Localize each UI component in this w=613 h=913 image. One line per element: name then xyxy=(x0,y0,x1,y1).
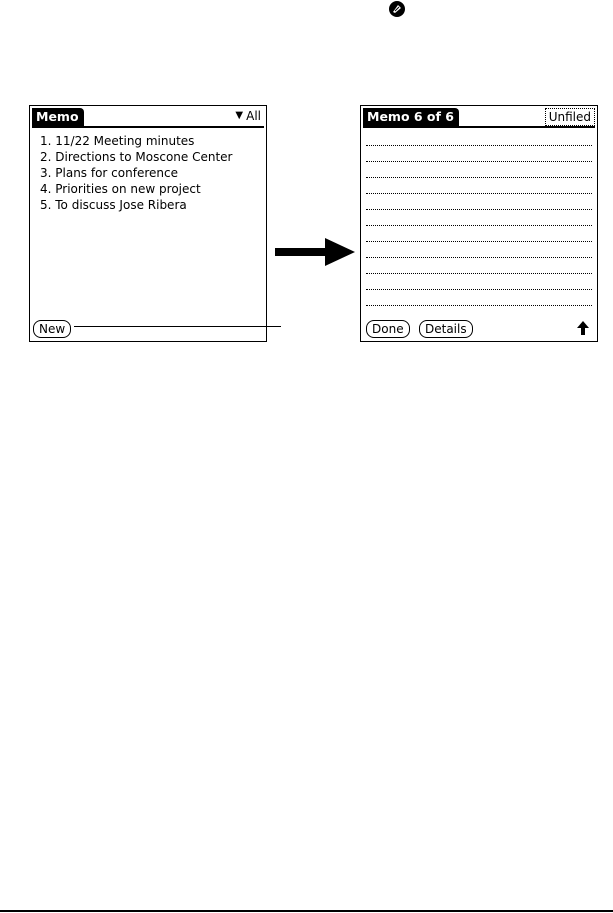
new-button[interactable]: New xyxy=(33,320,71,338)
text-line xyxy=(366,274,592,290)
text-line xyxy=(366,130,592,146)
memo-text-area[interactable] xyxy=(366,130,592,306)
memo-list xyxy=(40,133,232,213)
footer-rule xyxy=(0,910,613,912)
palm-stylus-icon xyxy=(388,0,406,18)
text-line xyxy=(366,290,592,306)
app-title: Memo xyxy=(32,108,84,126)
text-line xyxy=(366,210,592,226)
done-button[interactable]: Done xyxy=(366,320,410,338)
text-line xyxy=(366,146,592,162)
memo-list-item[interactable]: 5. To discuss Jose Ribera xyxy=(40,198,187,212)
memo-list-item[interactable]: 3. Plans for conference xyxy=(40,166,178,180)
memo-list-item[interactable]: 4. Priorities on new project xyxy=(40,182,201,196)
category-picker[interactable]: Unfiled xyxy=(545,108,595,126)
text-line xyxy=(366,178,592,194)
memo-list-item[interactable]: 2. Directions to Moscone Center xyxy=(40,150,233,164)
title-rule xyxy=(32,126,264,128)
text-line xyxy=(366,258,592,274)
title-rule xyxy=(363,126,595,128)
callout-line xyxy=(74,326,281,327)
text-line xyxy=(366,194,592,210)
text-line xyxy=(366,242,592,258)
triangle-down-icon: ▼ xyxy=(235,110,244,121)
text-line xyxy=(366,162,592,178)
category-picker[interactable] xyxy=(235,109,261,123)
up-arrow-icon[interactable] xyxy=(577,321,589,335)
memo-title: Memo 6 of 6 xyxy=(363,108,459,126)
category-label: All xyxy=(246,109,261,123)
memo-edit-screen xyxy=(360,105,598,342)
details-button[interactable]: Details xyxy=(419,320,473,338)
memo-list-screen xyxy=(29,105,267,342)
text-line xyxy=(366,226,592,242)
memo-list-item[interactable]: 1. 11/22 Meeting minutes xyxy=(40,134,195,148)
right-arrow-icon xyxy=(275,238,355,268)
